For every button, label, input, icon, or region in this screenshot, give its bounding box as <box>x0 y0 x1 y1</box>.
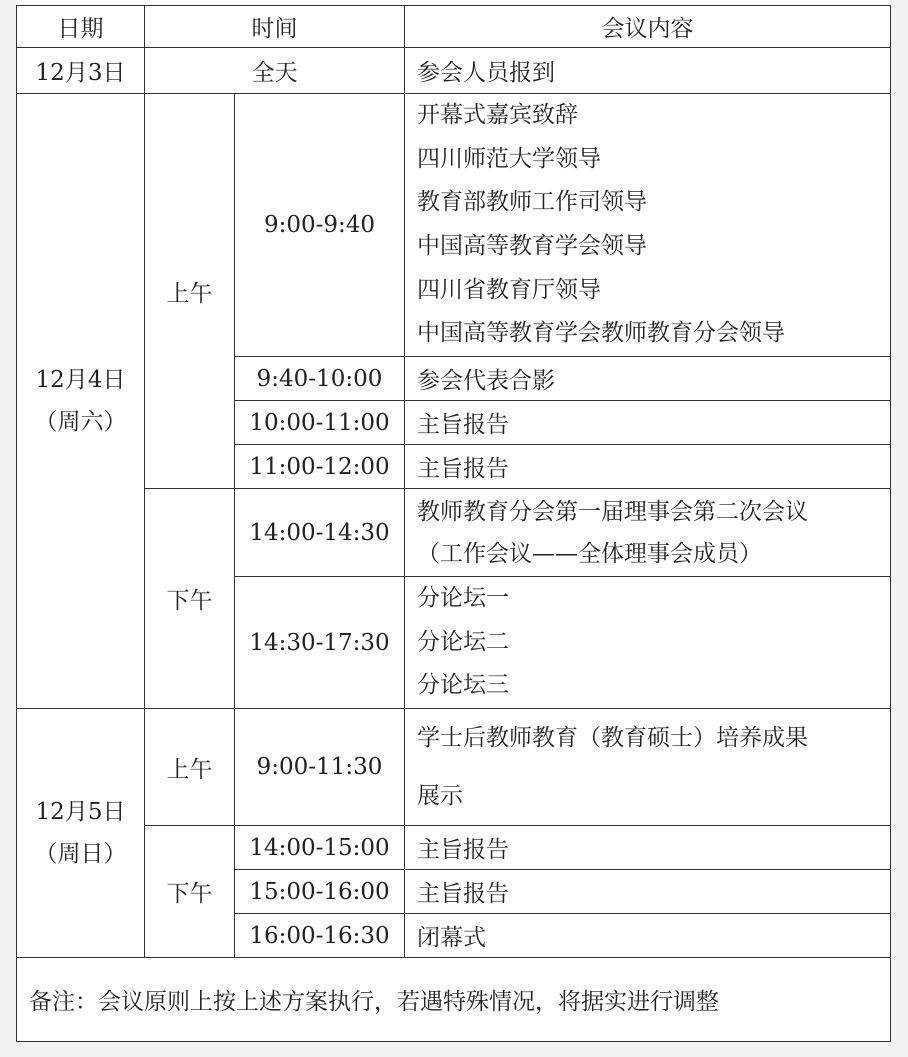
content-line: 展示 <box>417 783 463 809</box>
time-cell: 14:00-14:30 <box>235 489 405 577</box>
time-cell: 16:00-16:30 <box>235 914 405 958</box>
header-time: 时间 <box>145 6 405 48</box>
schedule-table <box>16 5 891 1042</box>
content-cell <box>405 577 891 709</box>
content-cell: 主旨报告 <box>405 401 891 445</box>
content-cell: 闭幕式 <box>405 914 891 958</box>
content-line: 四川省教育厅领导 <box>417 276 601 303</box>
period-cell: 下午 <box>145 489 235 709</box>
header-content: 会议内容 <box>405 6 891 48</box>
page-margin-left <box>0 0 16 1057</box>
period-cell: 上午 <box>145 709 235 826</box>
content-cell <box>405 94 891 357</box>
content-line: 四川师范大学领导 <box>417 145 601 172</box>
content-cell: 主旨报告 <box>405 445 891 489</box>
note-row <box>17 958 891 1042</box>
content-line: 分论坛三 <box>417 672 509 699</box>
header-row <box>17 6 891 48</box>
content-cell: 主旨报告 <box>405 826 891 870</box>
time-cell: 11:00-12:00 <box>235 445 405 489</box>
content-line: 分论坛二 <box>417 628 509 655</box>
content-cell: 参会人员报到 <box>405 48 891 94</box>
period-cell: 下午 <box>145 826 235 958</box>
time-cell: 9:40-10:00 <box>235 357 405 401</box>
page-margin-right <box>890 0 908 1057</box>
time-cell: 14:00-15:00 <box>235 826 405 870</box>
content-cell: 参会代表合影 <box>405 357 891 401</box>
content-line: 教育部教师工作司领导 <box>417 189 647 216</box>
table-row <box>17 48 891 94</box>
date-label: 12月4日 <box>35 367 126 393</box>
table-row <box>17 709 891 826</box>
date-cell <box>17 709 145 958</box>
time-cell: 全天 <box>145 48 405 94</box>
header-date: 日期 <box>17 6 145 48</box>
content-line: （工作会议——全体理事会成员） <box>417 540 762 567</box>
date-cell <box>17 94 145 709</box>
note-text: 备注：会议原则上按上述方案执行，若遇特殊情况，将据实进行调整 <box>17 958 891 1042</box>
weekday-label: （周日） <box>34 841 127 867</box>
content-line: 中国高等教育学会领导 <box>417 233 647 259</box>
date-cell: 12月3日 <box>17 48 145 94</box>
content-cell <box>405 489 891 577</box>
content-line: 中国高等教育学会教师教育分会领导 <box>417 320 785 347</box>
time-cell: 10:00-11:00 <box>235 401 405 445</box>
content-line: 学士后教师教育（教育硕士）培养成果 <box>417 725 808 751</box>
table-row <box>17 489 891 577</box>
time-cell: 14:30-17:30 <box>235 577 405 709</box>
time-cell: 9:00-11:30 <box>235 709 405 826</box>
content-line: 分论坛一 <box>417 585 509 612</box>
content-line: 教师教育分会第一届理事会第二次会议 <box>417 498 808 525</box>
table-row <box>17 94 891 357</box>
weekday-label: （周六） <box>34 409 127 435</box>
content-cell <box>405 709 891 826</box>
content-line: 开幕式嘉宾致辞 <box>417 102 578 129</box>
period-cell: 上午 <box>145 94 235 489</box>
table-row <box>17 826 891 870</box>
content-cell: 主旨报告 <box>405 870 891 914</box>
date-label: 12月5日 <box>35 799 126 825</box>
time-cell: 15:00-16:00 <box>235 870 405 914</box>
time-cell: 9:00-9:40 <box>235 94 405 357</box>
